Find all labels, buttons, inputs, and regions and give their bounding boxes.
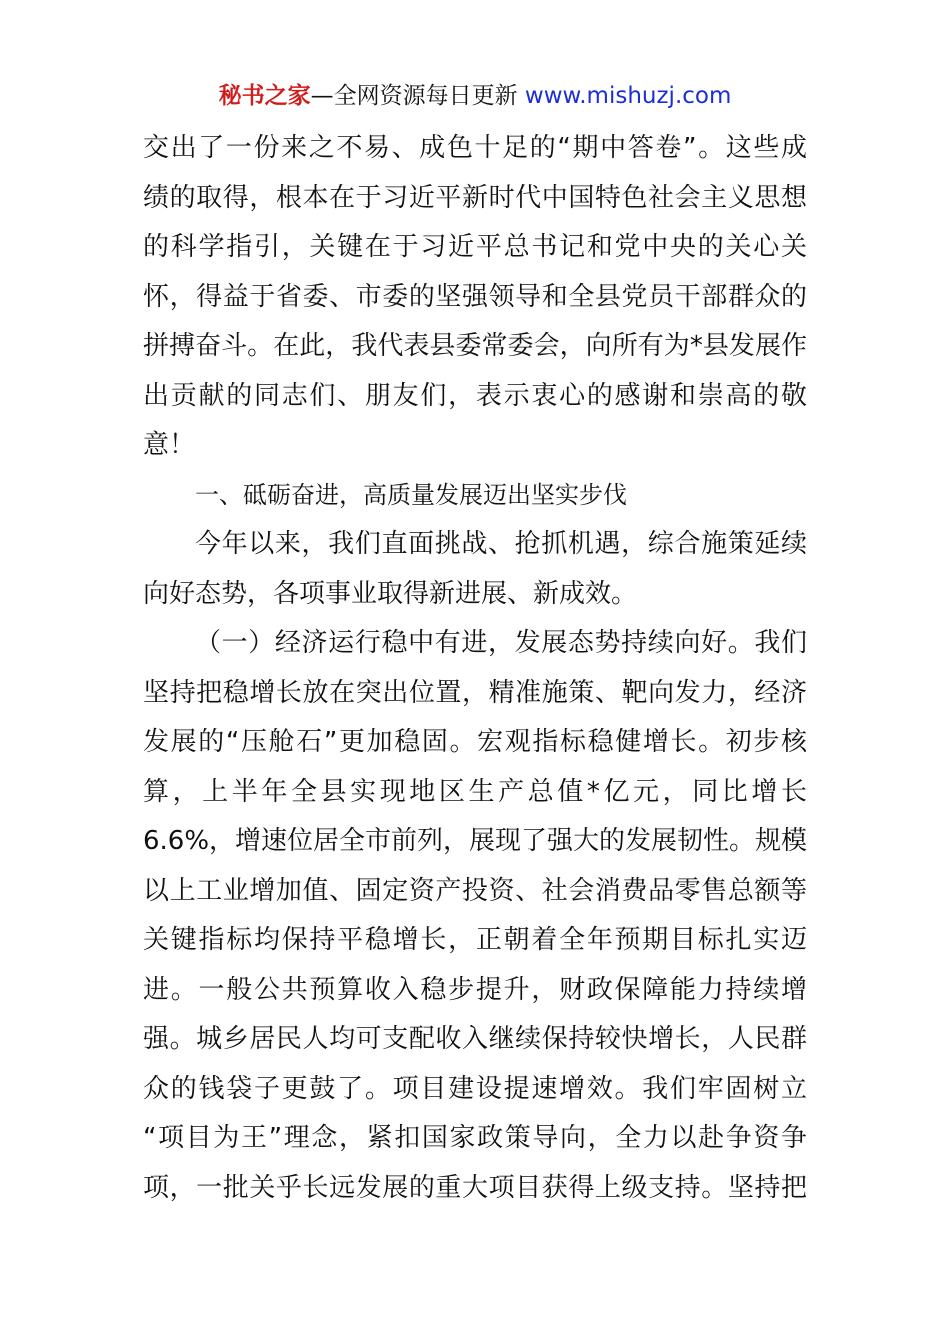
text-line-19: 强。城乡居民人均可支配收入继续保持较快增长，人民群	[143, 1024, 807, 1054]
text-line-13: 发展的“压舱石”更加稳固。宏观指标稳健增长。初步核	[143, 727, 807, 757]
text-line-20: 众的钱袋子更鼓了。项目建设提速增效。我们牢固树立	[143, 1073, 807, 1104]
text-line-21: “项目为王”理念，紧扣国家政策导向，全力以赴争资争	[143, 1123, 807, 1153]
text-line-10: 向好态势，各项事业取得新进展、新成效。	[143, 578, 638, 609]
document-body	[143, 124, 807, 1213]
text-line-3: 的科学指引，关键在于习近平总书记和党中央的关心关	[143, 232, 807, 262]
section-heading: 一、砥砺奋进，高质量发展迈出坚实步伐	[195, 480, 627, 509]
text-line-12: 坚持把稳增长放在突出位置，精准施策、靶向发力，经济	[143, 677, 807, 708]
text-line-18: 进。一般公共预算收入稳步提升，财政保障能力持续增	[143, 974, 807, 1005]
text-line-17: 关键指标均保持平稳增长，正朝着全年预期目标扎实迈	[143, 925, 807, 955]
text-line-15: 6.6%，增速位居全市前列，展现了强大的发展韧性。规模	[143, 826, 807, 856]
brand-name: 秘书之家	[218, 83, 311, 109]
header-tagline: —全网资源每日更新	[310, 83, 518, 109]
text-line-7: 意！	[143, 430, 196, 460]
text-line-4: 怀，得益于省委、市委的坚强领导和全县党员干部群众的	[143, 281, 807, 312]
text-line-5: 拼搏奋斗。在此，我代表县委常委会，向所有为*县发展作	[143, 331, 807, 361]
text-line-1: 交出了一份来之不易、成色十足的“期中答卷”。这些成	[143, 133, 807, 163]
text-line-22: 项，一批关乎长远发展的重大项目获得上级支持。坚持把	[143, 1172, 807, 1203]
text-line-9: 今年以来，我们直面挑战、抢抓机遇，综合施策延续	[195, 529, 807, 559]
text-line-11: （一）经济运行稳中有进，发展态势持续向好。我们	[195, 628, 807, 658]
text-line-6: 出贡献的同志们、朋友们，表示衷心的感谢和崇高的敬	[143, 380, 807, 411]
text-line-2: 绩的取得，根本在于习近平新时代中国特色社会主义思想	[143, 182, 807, 213]
page-header	[0, 80, 950, 112]
text-line-16: 以上工业增加值、固定资产投资、社会消费品零售总额等	[143, 875, 807, 906]
site-link[interactable]: www.mishuzj.com	[524, 83, 732, 109]
text-line-14: 算，上半年全县实现地区生产总值*亿元，同比增长	[143, 776, 807, 807]
